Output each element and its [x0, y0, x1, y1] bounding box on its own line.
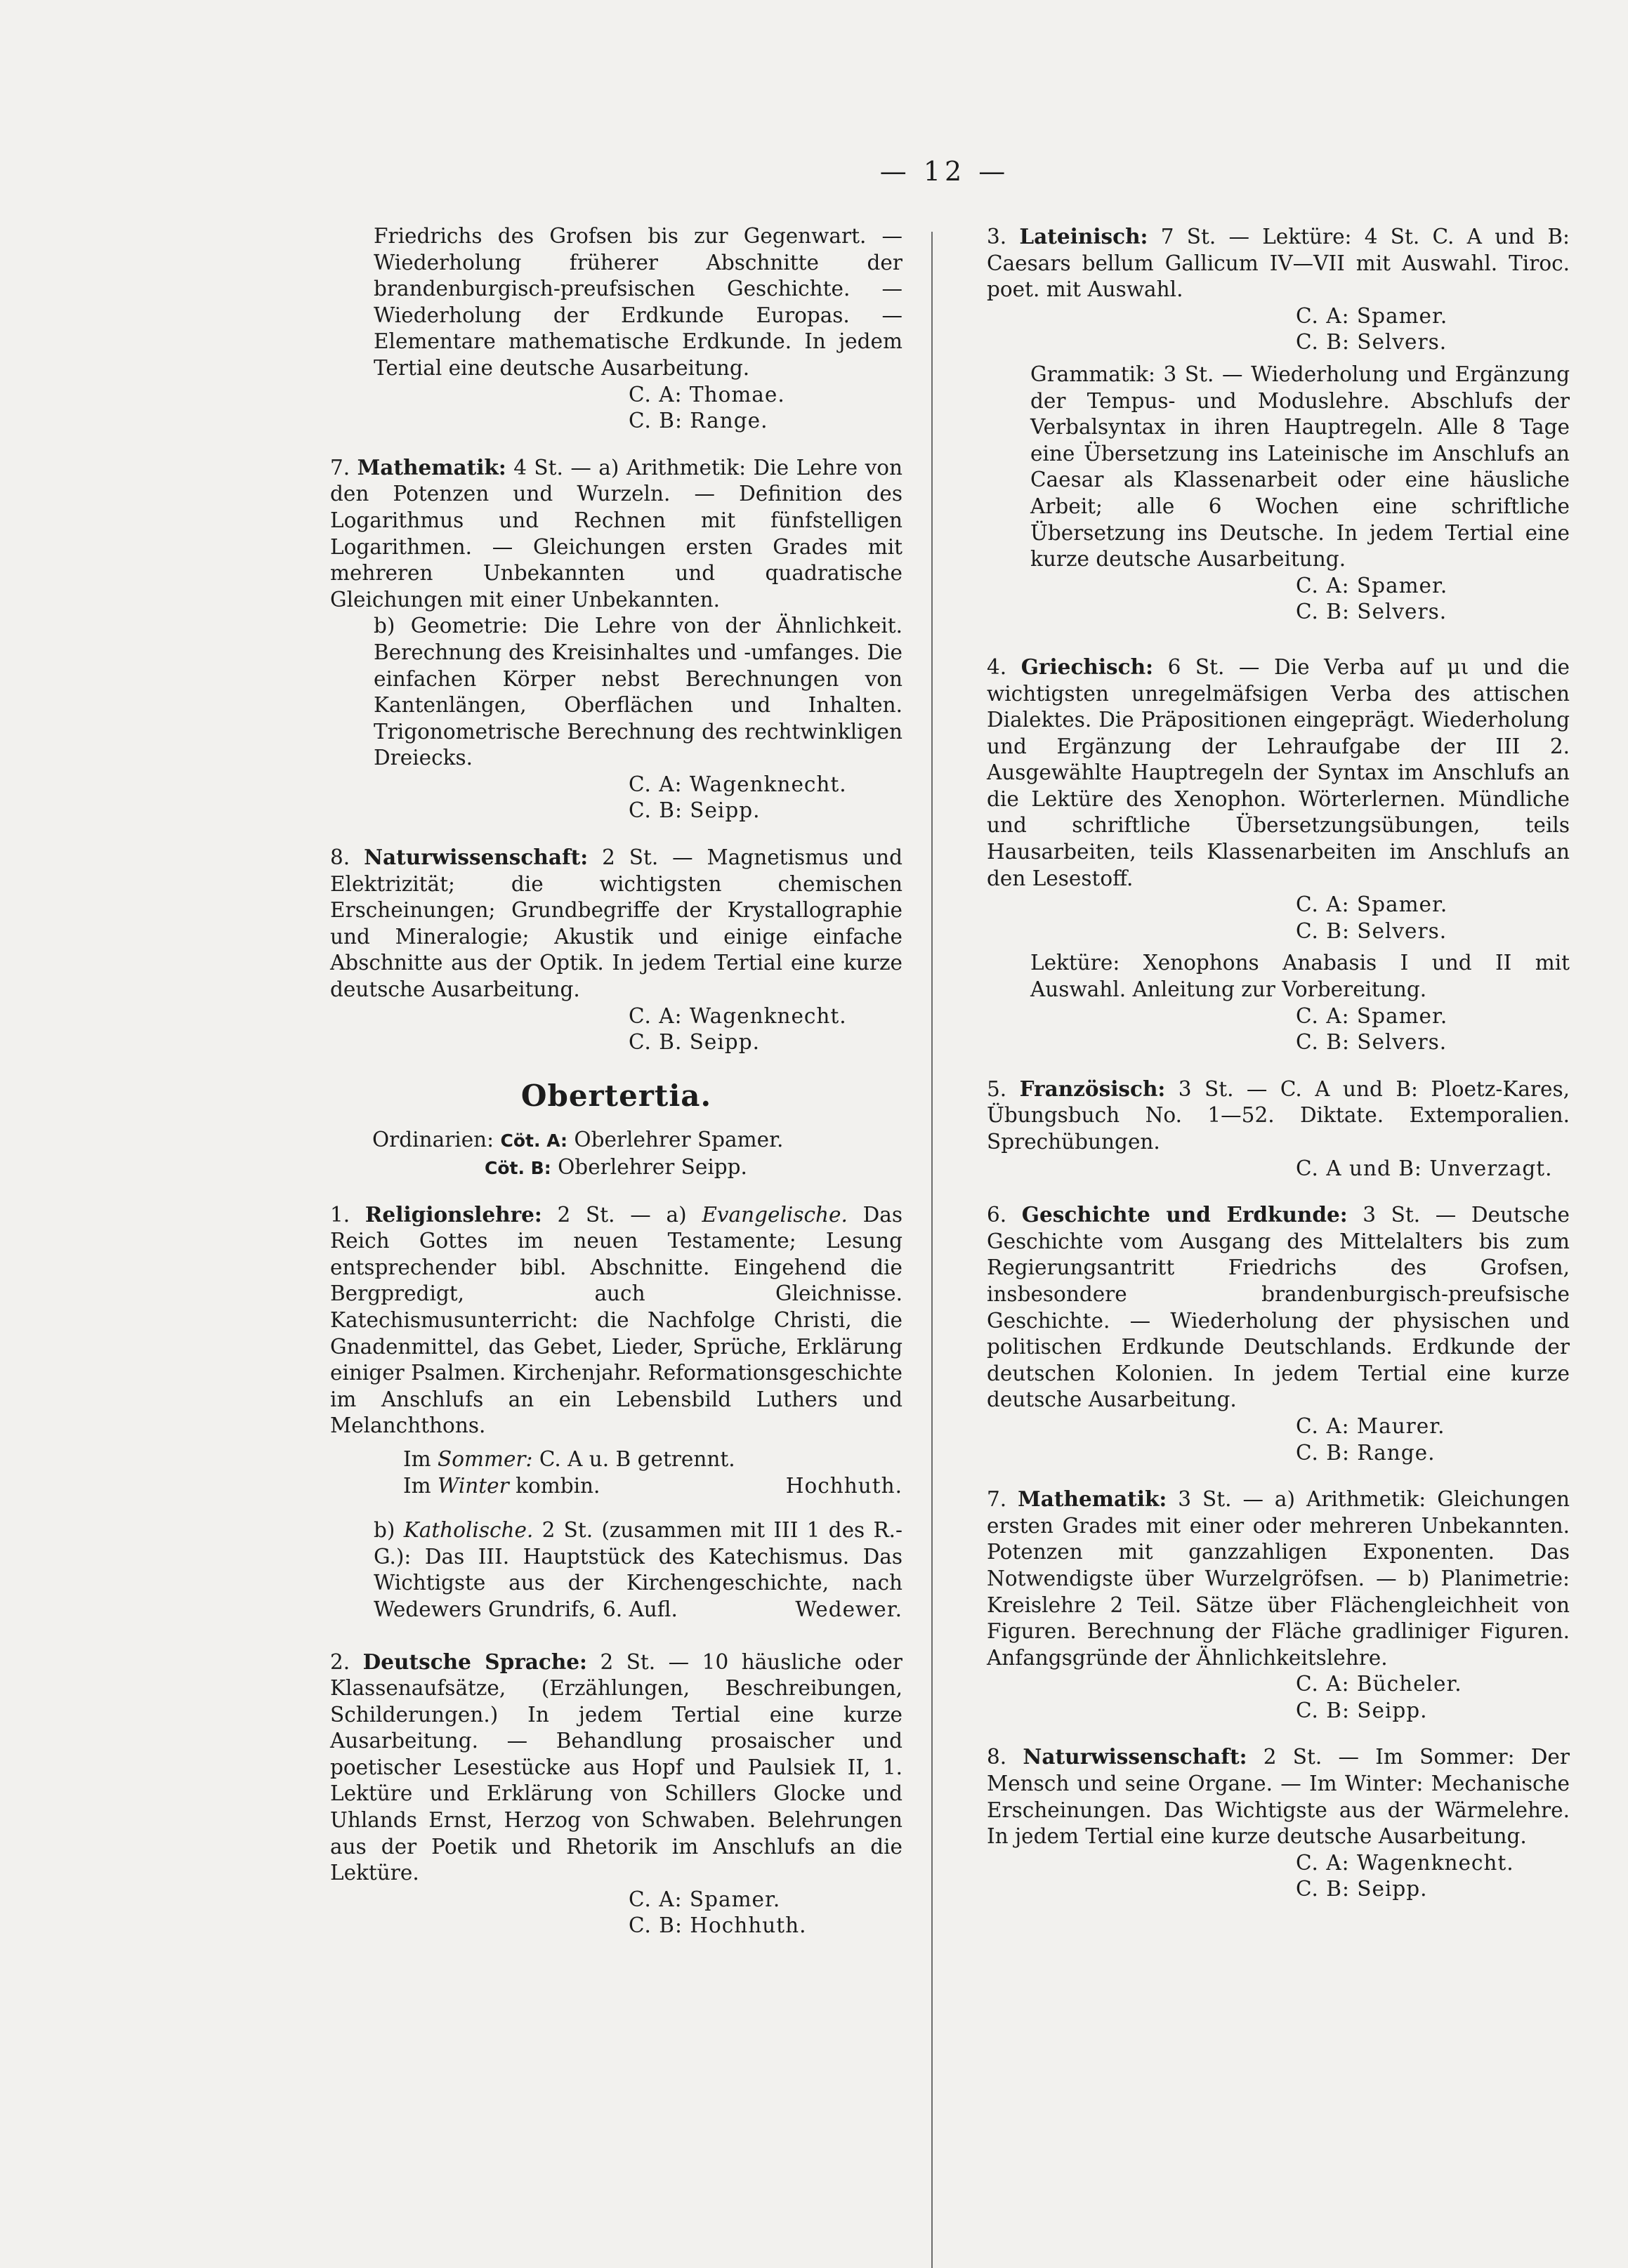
signature-b: C. B: Range. [1296, 1440, 1436, 1465]
section-label: Naturwissenschaft: [1023, 1744, 1247, 1769]
section-label: Mathematik: [357, 454, 506, 480]
winter-line: Im Winter kombin. Hochhuth. [403, 1473, 902, 1498]
section-number: 7. [987, 1487, 1007, 1512]
class-heading: Obertertia. [520, 1078, 712, 1113]
section-label: Religionslehre: [365, 1201, 542, 1227]
section-text: 2 St. — Magnetismus und Elektrizität; die wichtigsten chemischen Erscheinungen; Grundbegriffe der Krystallographie und Mineralogie; Akustik und einige einfache Abschnitte aus der Optik. In jedem Tertial eine kurze deutsche Ausarbeitung. [330, 845, 902, 1002]
section-number: 1. [330, 1202, 350, 1227]
intro-signature-b: C. B: Range. [629, 409, 768, 433]
section-text: 3 St. — a) Arithmetik: Gleichungen ersten Grades mit einer oder mehreren Unbekannten. Potenzen mit ganzzahligen Exponenten. Das Notwendigste über Wurzelgröfsen. — b) Planimetrie: Kreislehre 2 Teil. Sätze über Flächengleichheit von Figuren. Berechnung der Fläche gradliniger Figuren. Anfangsgründe der Ähnlichkeitslehre. [987, 1487, 1570, 1670]
signature-b: C. B. Seipp. [629, 1030, 760, 1055]
signature-a: C. A: Wagenknecht. [629, 1003, 847, 1028]
section-mathematik-right [987, 1486, 1570, 1724]
section-label: Geschichte und Erdkunde: [1021, 1202, 1348, 1227]
section-label: Mathematik: [1018, 1486, 1167, 1512]
section-label: Französisch: [1019, 1076, 1166, 1101]
grammar-paragraph: Grammatik: 3 St. — Wiederholung und Ergänzung der Tempus- und Moduslehre. Abschlufs der Verbalsyntax in ihren Hauptregeln. Alle 8 Tage eine Übersetzung ins Lateinische im Anschlufs an Caesar als Klassenarbeit oder eine häusliche Arbeit; alle 6 Wochen eine schriftliche Übersetzung ins Deutsche. In jedem Tertial eine kurze deutsche Ausarbeitung. [1030, 362, 1570, 572]
section-deutsche-sprache [330, 1649, 902, 1940]
signature-b: C. B: Seipp. [1296, 1877, 1428, 1901]
ordinarien-a: Ordinarien: Cöt. A: Oberlehrer Spamer. [372, 1128, 784, 1152]
section-text: 6 St. — Die Verba auf μι und die wichtigsten unregelmäfsigen Verba des attischen Dialektes. Die Präpositionen eingeprägt. Wiederholung und Ergänzung der Lehraufgabe der III 2. Ausgewählte Hauptregeln der Syntax im Anschlufs an die Lektüre des Xenophon. Wörterlernen. Mündliche und schriftliche Übersetzungsübungen, teils Hausarbeiten, teils Klassenarbeiten im Anschlufs an den Lesestoff. [987, 654, 1570, 890]
signature-b: C. B: Hochhuth. [629, 1913, 807, 1938]
section-religionslehre: 1. Religionslehre: 2 St. — a) Evangelische. Das Reich Gottes im neuen Testamente; Lesung entsprechender bibl. Abschnitte. Eingehend die Bergpredigt, auch Gleichnisse. Katechismusunterricht: die Nachfolge Christi, die Gnadenmittel, das Gebet, Lieder, Sprüche, Erklärung einiger Psalmen. Kirchenjahr. Reformationsgeschichte im Anschlufs an ein Lebensbild Luthers und Melanchthons. Im Sommer: C. A u. B getrennt. Im Winter kombin. Hochhuth. b) Katholische. 2 St. (zusammen mit III 1 des R.-G.): Das III. Hauptstück des Katechismus. Das Wichtigste aus der Kirchengeschichte, nach Wedewers Grundrifs, 6. Aufl. Wedewer. [330, 1201, 902, 1623]
signature-b: C. B: Selvers. [1296, 330, 1448, 355]
section-text: 3 St. — Deutsche Geschichte vom Ausgang des Mittelalters bis zum Regierungsantritt Friedrichs des Grofsen, insbesondere brandenburgisch-preufsische Geschichte. — Wiederholung der physischen und politischen Erdkunde Deutschlands. Erdkunde der deutschen Kolonien. In jedem Tertial eine kurze deutsche Ausarbeitung. [987, 1203, 1570, 1412]
reading-paragraph: Lektüre: Xenophons Anabasis I und II mit Auswahl. Anleitung zur Vorbereitung. [1030, 951, 1570, 1002]
section-geschichte-erdkunde [987, 1201, 1570, 1466]
left-column [330, 223, 902, 1939]
section-mathematik-left [330, 454, 902, 824]
section-label: Naturwissenschaft: [364, 845, 589, 870]
signature-a: C. A: Spamer. [1296, 892, 1448, 917]
section-number: 8. [330, 845, 350, 870]
section-number: 8. [987, 1745, 1007, 1769]
ordinarien-b: Cöt. B: Oberlehrer Seipp. [485, 1155, 747, 1179]
section-text-geometry: b) Geometrie: Die Lehre von der Ähnlichkeit. Berechnung des Kreisinhaltes und -umfanges. Die einfachen Körper nebst Berechnungen von Kantenlängen, Oberflächen und Inhalten. Trigonometrische Berechnung des rechtwinkligen Dreiecks. [374, 614, 902, 770]
section-number: 5. [987, 1076, 1007, 1101]
section-text: 4 St. — a) Arithmetik: Die Lehre von den Potenzen und Wurzeln. — Definition des Logarithmus und Rechnen mit fünfstelligen Logarithmen. — Gleichungen ersten Grades mit mehreren Unbekannten und quadratische Gleichungen mit einer Unbekannten. [330, 455, 902, 612]
section-text: 2 St. — 10 häusliche oder Klassenaufsätze, (Erzählungen, Beschreibungen, Schilderungen.) In jedem Tertial eine kurze Ausarbeitung. — Behandlung prosaischer und poetischer Lesestücke aus Hopf und Paulsiek II, 1. Lektüre und Erklärung von Schillers Glocke und Uhlands Ernst, Herzog von Schwaben. Belehrungen aus der Poetik und Rhetorik im Anschlufs an die Lektüre. [330, 1649, 902, 1885]
section-griechisch [987, 654, 1570, 1056]
section-number: 3. [987, 225, 1007, 249]
column-divider [931, 232, 933, 2268]
section-number: 2. [330, 1649, 350, 1674]
section-naturwissenschaft-right [987, 1743, 1570, 1903]
signature: C. A und B: Unverzagt. [1296, 1156, 1553, 1180]
signature-b: C. B: Selvers. [1296, 600, 1448, 624]
intro-signature-a: C. A: Thomae. [629, 382, 785, 407]
signature-a: C. A: Spamer. [1296, 303, 1448, 328]
signature-b: C. B: Selvers. [1296, 1030, 1448, 1055]
section-text: 2 St. — Im Sommer: Der Mensch und seine Organe. — Im Winter: Mechanische Erscheinungen. Das Wichtigste aus der Wärmelehre. In jedem Tertial eine kurze deutsche Ausarbeitung. [987, 1745, 1570, 1849]
signature-a: C. A: Bücheler. [1296, 1672, 1462, 1696]
signature-a: C. A: Spamer. [629, 1887, 781, 1911]
section-number: 7. [330, 455, 350, 480]
section-naturwissenschaft-left [330, 844, 902, 1056]
section-lateinisch [987, 223, 1570, 626]
section-text: 3 St. — C. A und B: Ploetz-Kares, Übungsbuch No. 1—52. Diktate. Extemporalien. Sprechübungen. [987, 1076, 1570, 1154]
signature-b: C. B: Seipp. [1296, 1698, 1428, 1722]
signature-a: C. A: Maurer. [1296, 1413, 1445, 1438]
right-column [987, 223, 1570, 1903]
section-number: 6. [987, 1203, 1007, 1227]
section-text: 7 St. — Lektüre: 4 St. C. A und B: Caesars bellum Gallicum IV—VII mit Auswahl. Tiroc. poet. mit Auswahl. [987, 225, 1570, 302]
page-number: — 12 — [879, 156, 1010, 187]
section-number: 4. [987, 654, 1007, 679]
signature-a: C. A: Wagenknecht. [1296, 1850, 1514, 1875]
signature-b: C. B: Selvers. [1296, 918, 1448, 943]
summer-line: Im Sommer: C. A u. B getrennt. [403, 1446, 735, 1471]
section-label: Deutsche Sprache: [362, 1649, 587, 1674]
signature-b: C. B: Seipp. [629, 798, 761, 823]
section-label: Griechisch: [1020, 654, 1153, 679]
section-label: Lateinisch: [1019, 224, 1148, 249]
signature-a: C. A: Spamer. [1296, 573, 1448, 598]
section-franzoesisch [987, 1076, 1570, 1182]
intro-paragraph: Friedrichs des Grofsen bis zur Gegenwart. — Wiederholung früherer Abschnitte der brandenburgisch-preufsischen Geschichte. — Wiederholung der Erdkunde Europas. — Elementare mathematische Erdkunde. In jedem Tertial eine deutsche Ausarbeitung. [374, 224, 902, 380]
catholic-paragraph: b) Katholische. 2 St. (zusammen mit III 1 des R.-G.): Das III. Hauptstück des Katechismus. Das Wichtigste aus der Kirchengeschichte, nach Wedewers Grundrifs, 6. Aufl. Wedewer. [374, 1518, 903, 1621]
signature-a: C. A: Spamer. [1296, 1003, 1448, 1028]
signature-a: C. A: Wagenknecht. [629, 772, 847, 796]
